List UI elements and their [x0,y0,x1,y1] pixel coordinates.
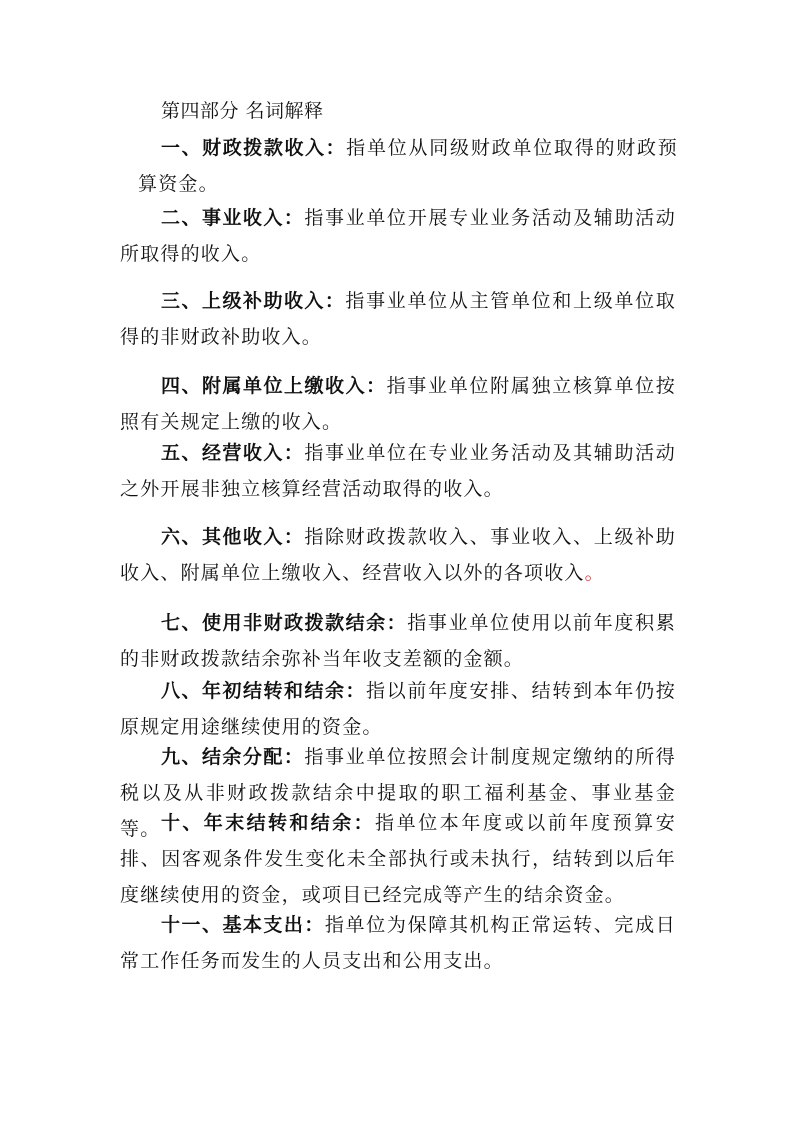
term-label: 四、附属单位上缴收入： [161,375,387,397]
definition-entry-8 [120,673,676,745]
term-definition: 指单位为保障其机构正常运转、完成日常工作任务而发生的人员支出和公用支出。 [120,914,676,972]
definition-entry-1 [138,130,678,202]
definition-entry-5 [120,435,676,507]
term-label: 九、结余分配： [161,746,305,768]
term-label: 十、年末结转和结余： [161,812,375,834]
definition-entry-11 [120,907,676,979]
term-label: 一、财政拨款收入： [161,137,347,159]
definition-entry-10 [120,805,676,913]
red-period-mark: 。 [584,562,605,584]
term-label: 五、经营收入： [161,442,305,464]
term-label: 十一、基本支出： [161,914,325,936]
term-definition: 指事业单位从主管单位和上级单位取得的非财政补助收入。 [120,290,676,348]
term-definition: 指单位本年度或以前年度预算安排、因客观条件发生变化未全部执行或未执行，结转到以后年度继续使用的资金，或项目已经完成等产生的结余资金。 [120,812,676,906]
term-label: 七、使用非财政拨款结余： [161,612,408,634]
term-label: 八、年初结转和结余： [161,680,366,702]
term-definition: 指以前年度安排、结转到本年仍按原规定用途继续使用的资金。 [120,680,676,738]
definition-entry-3 [120,283,676,355]
section-heading: 第四部分 名词解释 [161,100,324,122]
definition-entry-6 [120,519,676,591]
term-definition: 指单位从同级财政单位取得的财政预算资金。 [138,137,678,195]
term-definition: 指除财政拨款收入、事业收入、上级补助收入、附属单位上缴收入、经营收入以外的各项收入 [120,526,676,584]
definition-entry-2 [120,200,676,272]
term-definition: 指事业单位开展专业业务活动及辅助活动所取得的收入。 [120,207,676,265]
term-definition: 指事业单位使用以前年度积累的非财政拨款结余弥补当年收支差额的金额。 [120,612,676,670]
term-label: 六、其他收入： [161,526,305,548]
term-label: 二、事业收入： [161,207,305,229]
term-definition: 指事业单位附属独立核算单位按照有关规定上缴的收入。 [120,375,676,433]
definition-entry-4 [120,368,676,440]
term-definition: 指事业单位按照会计制度规定缴纳的所得税以及从非财政拨款结余中提取的职工福利基金、事业基金等。 [120,746,676,840]
definition-entry-7 [120,605,676,677]
term-label: 三、上级补助收入： [161,290,346,312]
term-definition: 指事业单位在专业业务活动及其辅助活动之外开展非独立核算经营活动取得的收入。 [120,442,676,500]
